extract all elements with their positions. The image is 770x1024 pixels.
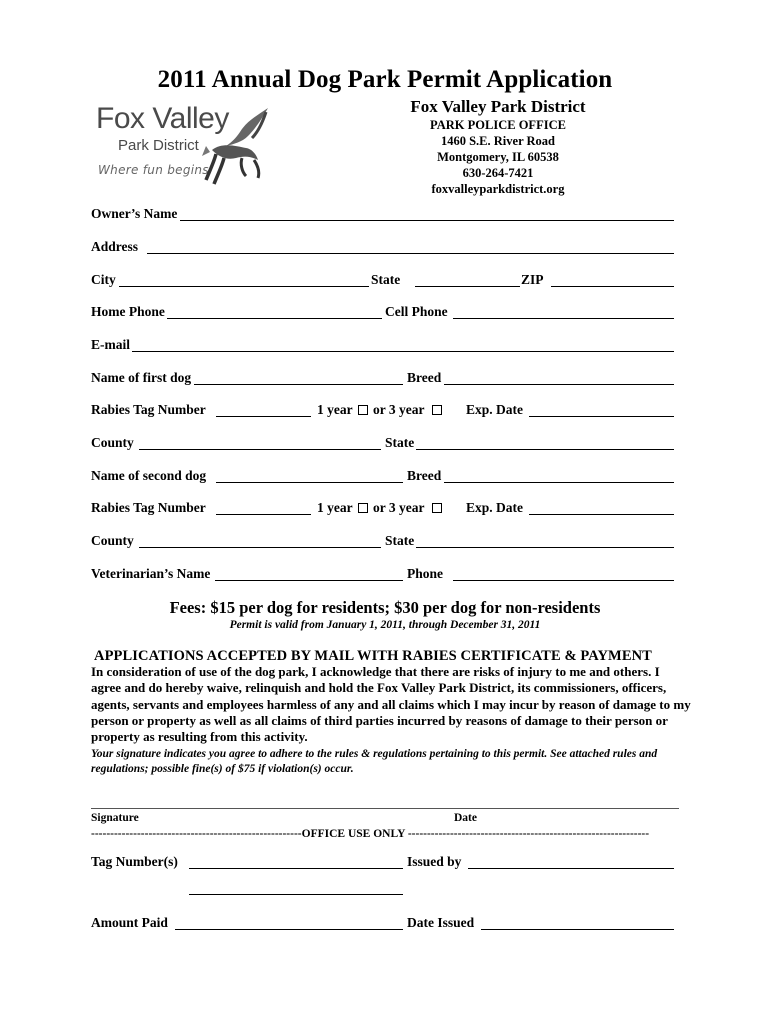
signature-line[interactable] <box>91 808 679 809</box>
office-name: PARK POLICE OFFICE <box>430 118 566 132</box>
cell-phone-label: Cell Phone <box>385 304 448 319</box>
page-title: 2011 Annual Dog Park Permit Application <box>157 66 613 93</box>
zip-label: ZIP <box>521 272 544 287</box>
first-dog-row <box>91 370 674 390</box>
county-label: County <box>91 533 134 548</box>
one-year-label: 1 year <box>317 500 353 515</box>
amount-paid-field[interactable] <box>175 929 403 930</box>
state-field[interactable] <box>415 286 520 287</box>
address-label: Address <box>91 239 139 254</box>
office-use-label: OFFICE USE ONLY <box>301 828 405 840</box>
first-dog-label: Name of first dog <box>91 370 192 385</box>
rabies-tag-field-1[interactable] <box>216 416 311 417</box>
address-row <box>91 239 674 259</box>
tag-numbers-field[interactable] <box>189 868 403 869</box>
signature-label: Signature <box>91 812 139 824</box>
three-year-checkbox-1[interactable] <box>432 405 442 415</box>
email-field[interactable] <box>132 351 674 352</box>
date-label: Date <box>454 812 477 824</box>
tag-numbers-extra-row <box>91 880 674 900</box>
breed-label: Breed <box>407 468 442 483</box>
issued-by-label: Issued by <box>407 854 462 869</box>
second-dog-field[interactable] <box>216 482 403 483</box>
tag-numbers-row <box>91 854 674 874</box>
first-dog-breed-field[interactable] <box>444 384 674 385</box>
city-label: City <box>91 272 116 287</box>
veterinarian-row <box>91 566 674 586</box>
second-dog-breed-field[interactable] <box>444 482 674 483</box>
waiver-text: In consideration of use of the dog park, I acknowledge that there are risks of injury to me and others. I agree and do hereby waive, relinquish and hold the Fox Valley Park District, its commissioners, officers, agents, servants and employees harmless of any and all claims which I may incur by reason of damage to my person or property as well as all claims of third parties incurred by reasons of damage to their person or property as resulting from this activity. <box>91 664 691 745</box>
fox-valley-logo <box>96 100 276 192</box>
zip-field[interactable] <box>551 286 674 287</box>
rabies-tag-label: Rabies Tag Number <box>91 500 206 515</box>
second-dog-row <box>91 468 674 488</box>
amount-paid-label: Amount Paid <box>91 915 168 930</box>
three-year-label: or 3 year <box>373 402 425 417</box>
logo-name: Fox Valley <box>96 102 229 135</box>
owner-name-row <box>91 206 674 226</box>
county-state-row-1 <box>91 435 674 455</box>
office-phone: 630-264-7421 <box>462 166 534 180</box>
state-label: State <box>385 533 415 548</box>
issued-by-field[interactable] <box>468 868 674 869</box>
three-year-label: or 3 year <box>373 500 425 515</box>
office-use-dashes-left: ------------------------------------------------------- <box>91 828 302 840</box>
applications-heading: APPLICATIONS ACCEPTED BY MAIL WITH RABIES CERTIFICATE & PAYMENT <box>94 648 652 664</box>
amount-paid-row <box>91 915 674 935</box>
email-label: E-mail <box>91 337 130 352</box>
rabies-tag-row-2 <box>91 500 674 520</box>
second-dog-label: Name of second dog <box>91 468 207 483</box>
state-field-1[interactable] <box>416 449 674 450</box>
first-dog-field[interactable] <box>194 384 403 385</box>
office-city: Montgomery, IL 60538 <box>437 150 559 164</box>
rabies-tag-row-1 <box>91 402 674 422</box>
three-year-checkbox-2[interactable] <box>432 503 442 513</box>
one-year-label: 1 year <box>317 402 353 417</box>
tag-numbers-field-2[interactable] <box>189 894 403 895</box>
date-issued-label: Date Issued <box>407 915 475 930</box>
email-row <box>91 337 674 357</box>
owner-name-label: Owner’s Name <box>91 206 178 221</box>
city-state-zip-row <box>91 272 674 292</box>
district-name: Fox Valley Park District <box>410 97 586 116</box>
office-address: 1460 S.E. River Road <box>440 134 555 148</box>
exp-date-field-1[interactable] <box>529 416 674 417</box>
date-issued-field[interactable] <box>481 929 674 930</box>
city-field[interactable] <box>119 286 369 287</box>
exp-date-label: Exp. Date <box>466 402 523 417</box>
logo-subname: Park District <box>118 137 199 154</box>
district-contact-block <box>358 97 638 197</box>
office-use-divider <box>91 828 679 840</box>
breed-label: Breed <box>407 370 442 385</box>
home-phone-field[interactable] <box>167 318 382 319</box>
fees-text: Fees: $15 per dog for residents; $30 per dog for non-residents <box>169 598 601 617</box>
rabies-tag-field-2[interactable] <box>216 514 311 515</box>
county-field-2[interactable] <box>139 547 381 548</box>
cell-phone-field[interactable] <box>453 318 674 319</box>
rabies-tag-label: Rabies Tag Number <box>91 402 206 417</box>
district-website: foxvalleyparkdistrict.org <box>431 182 565 196</box>
exp-date-field-2[interactable] <box>529 514 674 515</box>
exp-date-label: Exp. Date <box>466 500 523 515</box>
county-label: County <box>91 435 134 450</box>
state-label: State <box>371 272 401 287</box>
county-field-1[interactable] <box>139 449 381 450</box>
vet-phone-field[interactable] <box>453 580 674 581</box>
fox-graphic-icon <box>196 102 276 192</box>
office-use-dashes-right: --------------------------------------------------------------- <box>404 828 650 840</box>
one-year-checkbox-1[interactable] <box>358 405 368 415</box>
phone-label: Phone <box>407 566 444 581</box>
county-state-row-2 <box>91 533 674 553</box>
state-field-2[interactable] <box>416 547 674 548</box>
vet-name-field[interactable] <box>215 580 403 581</box>
tag-numbers-label: Tag Number(s) <box>91 854 178 869</box>
address-field[interactable] <box>147 253 674 254</box>
permit-validity-text: Permit is valid from January 1, 2011, through December 31, 2011 <box>229 619 541 631</box>
vet-name-label: Veterinarian’s Name <box>91 566 211 581</box>
logo-tagline: Where fun begins <box>98 163 209 177</box>
phone-row <box>91 304 674 324</box>
state-label: State <box>385 435 415 450</box>
one-year-checkbox-2[interactable] <box>358 503 368 513</box>
home-phone-label: Home Phone <box>91 304 165 319</box>
signature-note: Your signature indicates you agree to adhere to the rules & regulations pertaining to this permit. See attached rules and regulations; possible fine(s) of $75 if violation(s) occur. <box>91 748 658 775</box>
owner-name-field[interactable] <box>180 220 674 221</box>
